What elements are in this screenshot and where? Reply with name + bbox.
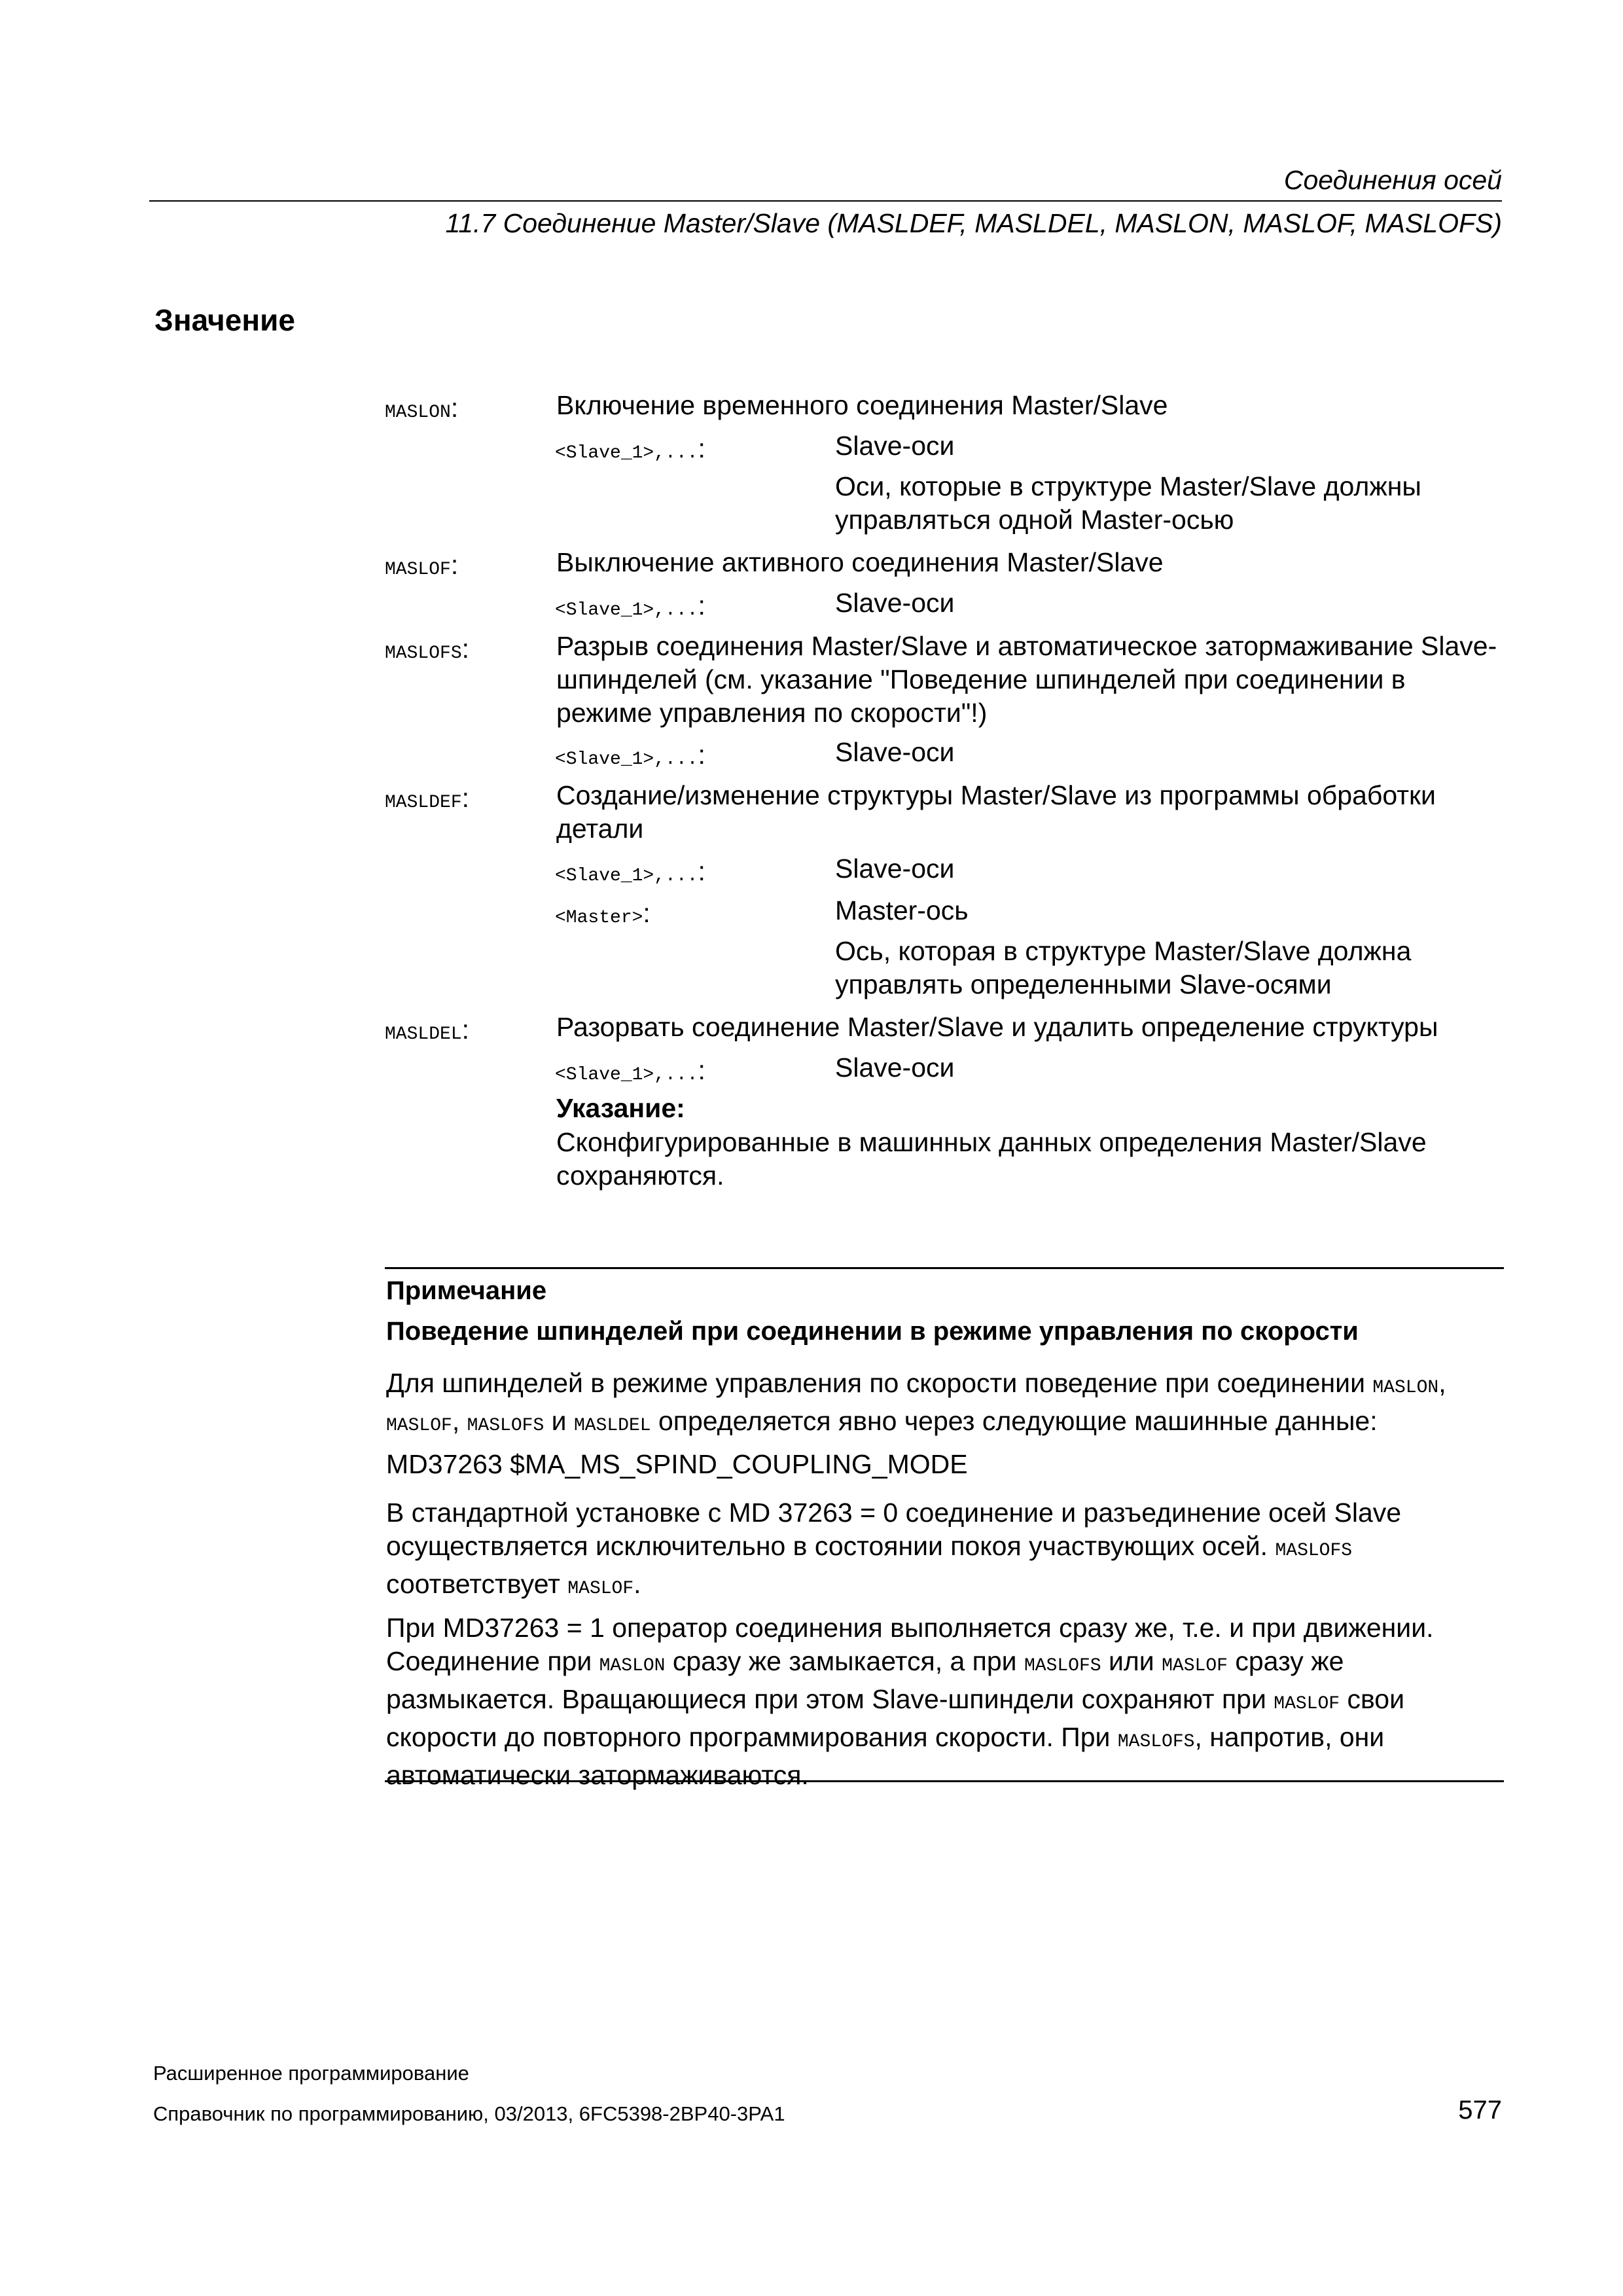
colon: : [461,783,470,813]
text: В стандартной установке с MD 37263 = 0 соединение и разъединение осей Slave осуществляется исключительно в состоянии покоя участвующих осей. [386,1498,1402,1561]
running-header-chapter: Соединения осей [1283,165,1502,195]
keyword: MASLOF [1162,1656,1228,1676]
colon: : [698,1055,705,1085]
colon: : [643,898,651,928]
keyword: MASLOF [385,560,451,580]
param-title: Slave-оси [835,588,955,618]
param-name: <Slave_1>,... [555,600,698,620]
text: сразу же замыкается, а при [665,1646,1024,1676]
colon: : [461,634,470,664]
note-title: Поведение шпинделей при соединении в режиме управления по скорости [386,1317,1359,1346]
keyword: MASLDEF [385,793,462,813]
param-name: <Slave_1>,... [555,749,698,770]
keyword: MASLDEL [573,1416,651,1436]
param-name: <Slave_1>,... [555,866,698,886]
colon: : [450,393,459,423]
text: соответствует [386,1569,568,1599]
param-label [555,897,651,930]
keyword: MASLOFS [385,643,462,664]
text: и [544,1406,574,1436]
colon: : [698,740,705,770]
keyword: MASLON [385,403,451,423]
text: или [1101,1646,1162,1676]
text: , напротив, они автоматически затормаживаются. [386,1722,1385,1790]
keyword-desc-maslofs: Разрыв соединения Master/Slave и автоматическое затормаживание Slave-шпинделей (см. указание "Поведение шпинделей при соединении в режиме управления по скорости"!) [556,631,1497,728]
keyword-label-maslon [385,391,458,425]
param-name: <Slave_1>,... [555,443,698,463]
note-machine-data: MD37263 $MA_MS_SPIND_COUPLING_MODE [386,1449,968,1479]
text: . [633,1569,641,1599]
keyword: MASLOF [386,1416,452,1436]
text: , [452,1406,467,1436]
param-label [555,855,705,888]
text: , [1438,1368,1446,1398]
param-title: Slave-оси [835,853,955,884]
note-top-rule [385,1267,1504,1269]
param-label [555,432,705,465]
param-desc: Оси, которые в структуре Master/Slave должны управляться одной Master-осью [835,471,1421,535]
keyword-label-maslof [385,548,458,582]
keyword: MASLON [1372,1378,1439,1398]
param-title: Master-ось [835,895,969,925]
param-name: <Master> [555,908,643,928]
note-bottom-rule [385,1780,1504,1782]
colon: : [698,856,705,886]
header-rule [149,200,1502,202]
colon: : [698,433,705,463]
hint-title: Указание: [556,1093,685,1123]
page-number: 577 [1458,2096,1502,2125]
running-header-section: 11.7 Соединение Master/Slave (MASLDEF, MASLDEL, MASLON, MASLOF, MASLOFS) [445,208,1502,238]
colon: : [450,550,459,580]
keyword-label-maslofs [385,632,469,666]
footer-book-title: Расширенное программирование [153,2062,469,2085]
keyword: MASLOFS [1275,1541,1353,1561]
note-paragraph-1 [386,1367,1504,1443]
param-label [555,589,705,622]
section-heading: Значение [154,303,295,337]
param-desc: Ось, которая в структуре Master/Slave должна управлять определенными Slave-осями [835,936,1412,999]
note-label: Примечание [386,1276,547,1305]
text: свои скорости до повторного программирования скорости. При [386,1684,1405,1752]
keyword: MASLOF [567,1579,634,1599]
param-label [555,1054,705,1087]
colon: : [461,1014,470,1045]
note-paragraph-4 [386,1611,1504,1792]
keyword-desc-maslof: Выключение активного соединения Master/Slave [556,547,1164,577]
keyword-desc-masldel: Разорвать соединение Master/Slave и удалить определение структуры [556,1012,1438,1042]
keyword: MASLOF [1274,1694,1340,1714]
note-paragraph-3 [386,1496,1504,1605]
keyword-desc-masldef: Создание/изменение структуры Master/Slave из программы обработки детали [556,780,1436,844]
param-title: Slave-оси [835,1052,955,1083]
keyword-label-masldef [385,781,469,815]
footer-reference: Справочник по программированию, 03/2013, 6FC5398-2BP40-3PA1 [153,2102,785,2125]
text: определяется явно через следующие машинные данные: [651,1406,1378,1436]
param-title: Slave-оси [835,737,955,767]
keyword-desc-maslon: Включение временного соединения Master/Slave [556,390,1168,420]
keyword: MASLOFS [1117,1732,1195,1752]
param-label [555,738,705,772]
keyword-label-masldel [385,1013,469,1047]
text: Для шпинделей в режиме управления по скорости поведение при соединении [386,1368,1373,1398]
keyword: MASLON [599,1656,666,1676]
param-title: Slave-оси [835,431,955,461]
keyword: MASLDEL [385,1024,462,1045]
keyword: MASLOFS [467,1416,544,1436]
text: При MD37263 = 1 оператор соединения выполняется сразу же, т.е. и при движении. Соединение при [386,1613,1434,1676]
colon: : [698,590,705,620]
hint-text: Сконфигурированные в машинных данных определения Master/Slave сохраняются. [556,1127,1427,1191]
param-name: <Slave_1>,... [555,1065,698,1085]
keyword: MASLOFS [1024,1656,1101,1676]
text: сразу же размыкается. Вращающиеся при этом Slave-шпиндели сохраняют при [386,1646,1344,1714]
